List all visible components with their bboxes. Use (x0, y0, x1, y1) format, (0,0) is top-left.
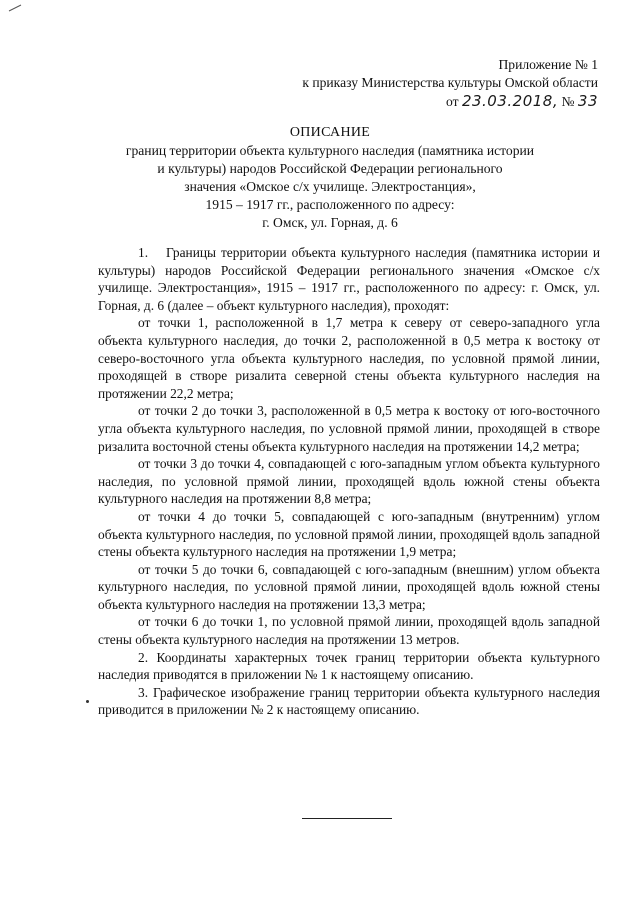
order-reference: к приказу Министерства культуры Омской области (302, 75, 598, 90)
order-date-handwritten: 23.03.2018, (461, 92, 559, 110)
order-date-prefix: от (445, 94, 459, 109)
paragraph-number: 1. (138, 245, 149, 260)
title-heading: ОПИСАНИЕ (289, 125, 371, 140)
paragraph-text: Границы территории объекта культурного наследия (памятника истории и культуры) народов Российской Федерации регионального значения «Омское с/х училище. Электростанция», 1915 – 1917 гг., расположенного по адресу: г. Омск, ул. Горная, д. 6 (далее – объект культурного наследия), проходят: (98, 245, 600, 313)
paragraph-point-3: от точки 3 до точки 4, совпадающей с юго-западным углом объекта культурного наследия, по условной прямой линии, проходящей вдоль южной стены объекта культурного наследия на протяжении 8,8 метра; (98, 456, 600, 507)
title-line: границ территории объекта культурного наследия (памятника истории (125, 143, 535, 158)
paragraph-point-4: от точки 4 до точки 5, совпадающей с юго-западным (внутренним) углом объекта культурного наследия, по условной прямой линии, проходящей вдоль западной стены объекта культурного наследия на протяжении 1,9 метра; (98, 508, 600, 560)
paragraph-point-6: от точки 6 до точки 1, по условной прямой линии, проходящей вдоль западной стены объекта культурного наследия на протяжении 13 метров. (98, 614, 600, 648)
order-number-prefix: № (561, 94, 575, 109)
paragraph-point-5: от точки 5 до точки 6, совпадающей с юго-западным (внешним) углом объекта культурного наследия, по условной прямой линии, проходящей вдоль южной стены объекта культурного наследия на протяжении 13,3 метра; (98, 561, 600, 612)
paragraph-3: 3. Графическое изображение границ территории объекта культурного наследия приводится в приложении № 2 к настоящему описанию. (98, 684, 600, 718)
document-body (98, 244, 600, 719)
paragraph-point-1: от точки 1, расположенной в 1,7 метра к северу от северо-западного угла объекта культурного наследия, до точки 2, расположенной в 0,5 метра к востоку от северо-восточного угла объекта культурного наследия, по условной прямой линии, проходящей в створе ризалита северной стены объекта культурного наследия на протяжении 22,2 метра; (98, 315, 600, 401)
title-line: и культуры) народов Российской Федерации регионального (157, 161, 503, 176)
scan-mark-icon (8, 4, 22, 12)
appendix-header (238, 56, 598, 111)
title-line: г. Омск, ул. Горная, д. 6 (262, 215, 398, 230)
scan-dot (86, 700, 89, 703)
appendix-label: Приложение № 1 (498, 57, 598, 72)
document-title (80, 124, 580, 232)
title-line: значения «Омское с/х училище. Электростанция», (184, 179, 476, 194)
title-line: 1915 – 1917 гг., расположенного по адресу: (205, 197, 455, 212)
end-rule (302, 818, 392, 819)
paragraph-point-2: от точки 2 до точки 3, расположенной в 0,5 метра к востоку от юго-восточного угла объекта культурного наследия, по условной прямой линии, проходящей в створе ризалита восточной стены объекта культурного наследия на протяжении 14,2 метра; (98, 403, 600, 454)
paragraph-2: 2. Координаты характерных точек границ территории объекта культурного наследия приводятся в приложении № 1 к настоящему описанию. (98, 649, 600, 683)
order-date-line (238, 92, 598, 111)
order-number-handwritten: 33 (577, 92, 598, 110)
paragraph-1 (98, 244, 600, 314)
